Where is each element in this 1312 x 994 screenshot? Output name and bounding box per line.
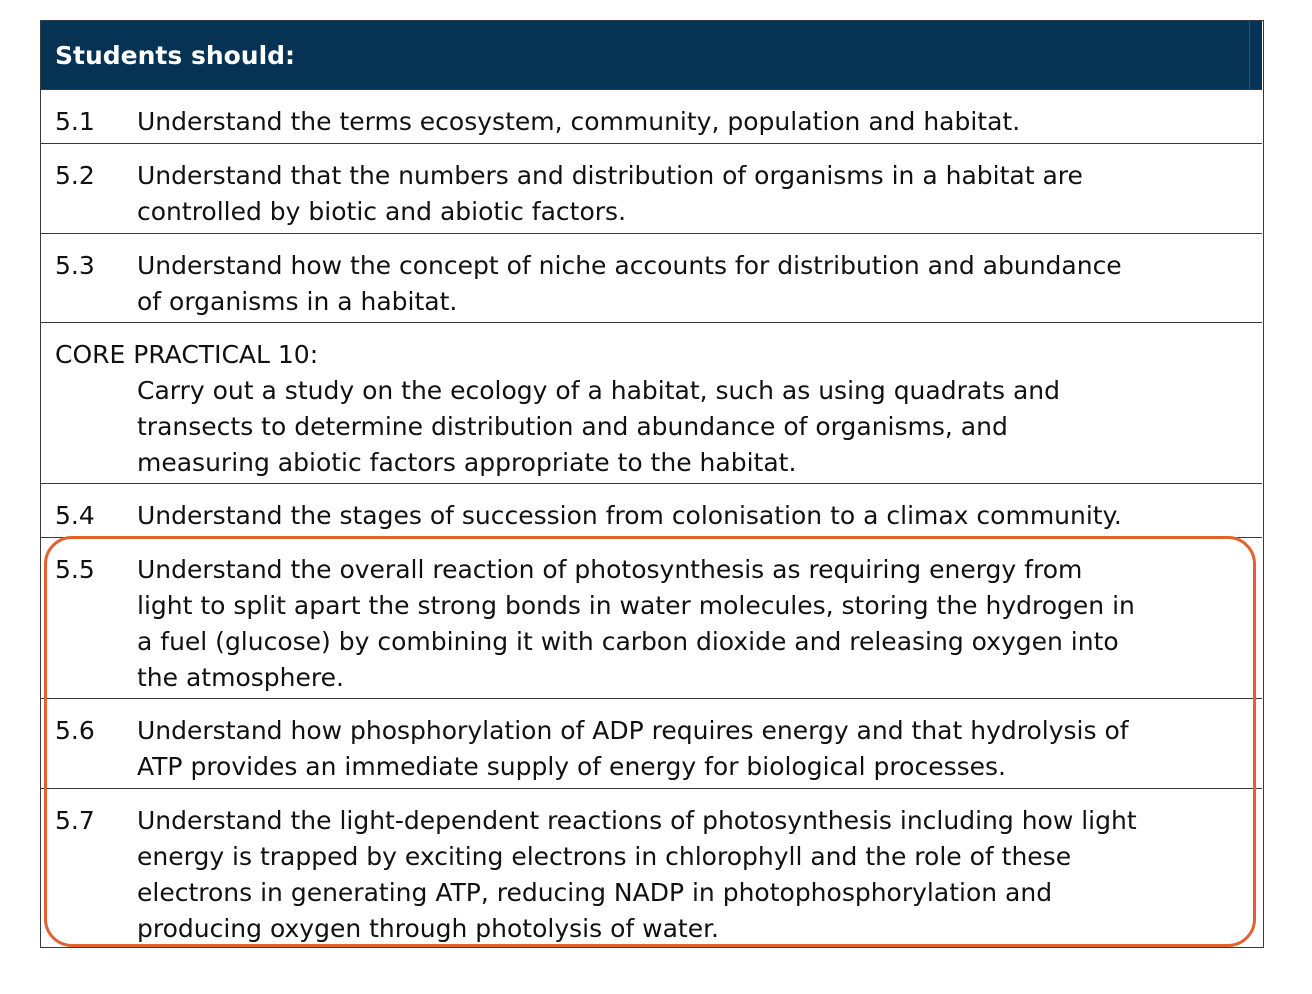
core-practical-label: CORE PRACTICAL 10: — [55, 340, 319, 369]
table-header — [41, 21, 1262, 90]
spec-number: 5.2 — [55, 161, 95, 190]
spec-row-5-2 — [41, 144, 1262, 234]
spec-number: 5.4 — [55, 501, 95, 530]
spec-row-5-4 — [41, 484, 1262, 538]
spec-statement: Understand the overall reaction of photosynthesis as requiring energy from light to split apart the strong bonds in water molecules, storing the hydrogen in a fuel (glucose) by combining it with carbon dioxide and releasing oxygen into the atmosphere. — [137, 555, 1135, 692]
spec-statement: Understand the stages of succession from colonisation to a climax community. — [137, 501, 1122, 530]
spec-number: 5.7 — [55, 806, 95, 835]
header-divider — [1249, 21, 1250, 89]
spec-row-5-5 — [41, 538, 1262, 699]
spec-statement: Understand the light-dependent reactions of photosynthesis including how light energy is trapped by exciting electrons in chlorophyll and the role of these electrons in generating ATP, reducing NADP in photophosphorylation and producing oxygen through photolysis of water. — [137, 806, 1137, 943]
spec-statement: Understand the terms ecosystem, community, population and habitat. — [137, 107, 1021, 136]
spec-number: 5.6 — [55, 716, 95, 745]
spec-number: 5.3 — [55, 251, 95, 280]
spec-statement: Understand how the concept of niche accounts for distribution and abundance of organisms in a habitat. — [137, 251, 1122, 316]
spec-statement: Understand how phosphorylation of ADP requires energy and that hydrolysis of ATP provides an immediate supply of energy for biological processes. — [137, 716, 1129, 781]
spec-row-5-6 — [41, 699, 1262, 789]
core-practical-row — [41, 323, 1262, 484]
spec-row-5-3 — [41, 234, 1262, 323]
spec-statement: Understand that the numbers and distribution of organisms in a habitat are controlled by biotic and abiotic factors. — [137, 161, 1083, 226]
spec-number: 5.1 — [55, 107, 95, 136]
spec-row-5-1 — [41, 90, 1262, 144]
core-practical-text: Carry out a study on the ecology of a habitat, such as using quadrats and transects to determine distribution and abundance of organisms, and measuring abiotic factors appropriate to the habitat. — [137, 376, 1060, 477]
spec-row-5-7 — [41, 789, 1262, 947]
spec-number: 5.5 — [55, 555, 95, 584]
header-title: Students should: — [55, 41, 296, 70]
specification-table — [40, 20, 1264, 948]
